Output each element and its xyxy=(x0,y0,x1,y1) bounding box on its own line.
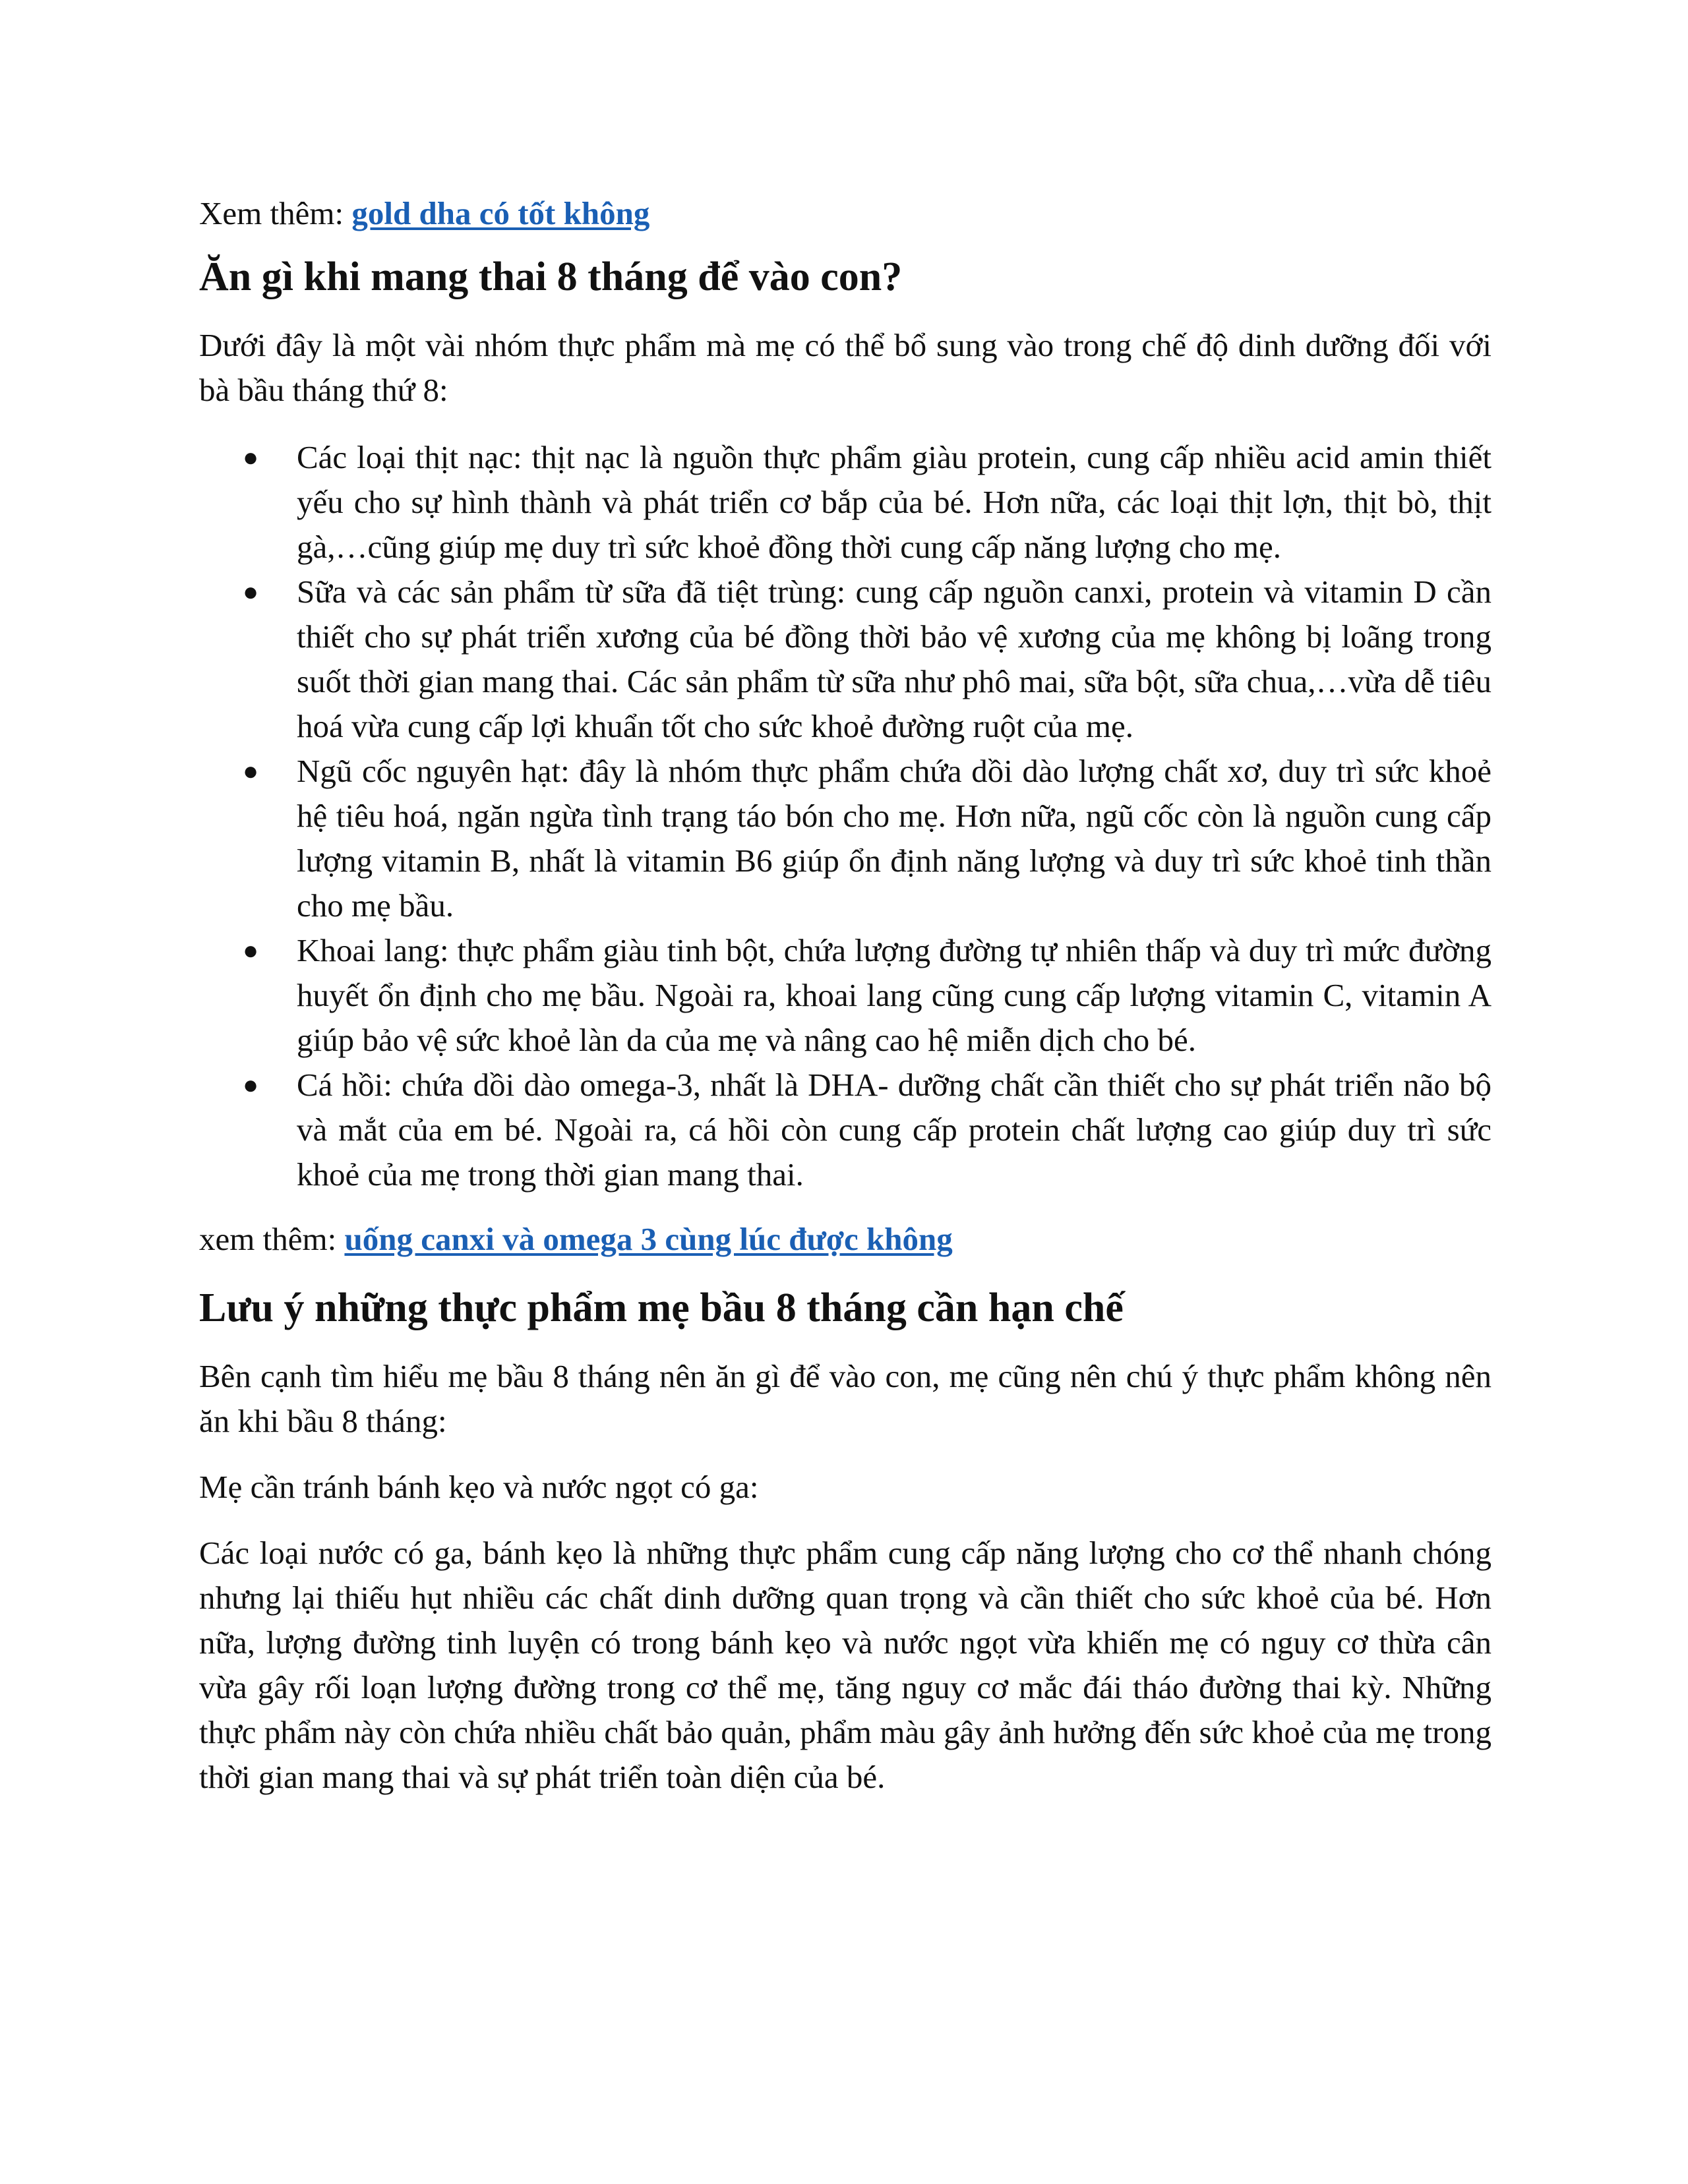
bullet-icon: ● xyxy=(243,442,259,472)
section-1-heading: Ăn gì khi mang thai 8 tháng để vào con? xyxy=(199,254,903,299)
see-more-2-link[interactable]: uống canxi và omega 3 cùng lúc được không xyxy=(344,1221,953,1257)
see-more-1 xyxy=(199,191,1492,236)
bullet-icon: ● xyxy=(243,935,259,965)
list-item xyxy=(243,435,1492,570)
list-item-text: Cá hồi: chứa dồi dào omega-3, nhất là DHA- dưỡng chất cần thiết cho sự phát triển não bộ và mắt của em bé. Ngoài ra, cá hồi còn cung cấp protein chất lượng cao giúp duy trì sức khoẻ của mẹ trong thời gian mang thai. xyxy=(297,1067,1492,1193)
section-2-subheading: Mẹ cần tránh bánh kẹo và nước ngọt có ga: xyxy=(199,1469,759,1505)
list-item xyxy=(243,749,1492,928)
section-1-intro: Dưới đây là một vài nhóm thực phẩm mà mẹ có thể bổ sung vào trong chế độ dinh dưỡng đối với bà bầu tháng thứ 8: xyxy=(199,327,1492,408)
bullet-icon: ● xyxy=(243,1070,259,1100)
section-2-intro: Bên cạnh tìm hiểu mẹ bầu 8 tháng nên ăn gì để vào con, mẹ cũng nên chú ý thực phẩm không nên ăn khi bầu 8 tháng: xyxy=(199,1358,1492,1439)
food-list xyxy=(199,435,1492,1197)
list-item xyxy=(243,1063,1492,1197)
see-more-1-link[interactable]: gold dha có tốt không xyxy=(351,195,650,231)
see-more-1-prefix: Xem thêm: xyxy=(199,195,352,231)
section-2-body: Các loại nước có ga, bánh kẹo là những thực phẩm cung cấp năng lượng cho cơ thể nhanh chóng nhưng lại thiếu hụt nhiều các chất dinh dưỡng quan trọng và cần thiết cho sức khoẻ của bé. Hơn nữa, lượng đường tinh luyện có trong bánh kẹo và nước ngọt vừa khiến mẹ có nguy cơ thừa cân vừa gây rối loạn lượng đường trong cơ thể mẹ, tăng nguy cơ mắc đái tháo đường thai kỳ. Những thực phẩm này còn chứa nhiều chất bảo quản, phẩm màu gây ảnh hưởng đến sức khoẻ của mẹ trong thời gian mang thai và sự phát triển toàn diện của bé. xyxy=(199,1535,1492,1795)
see-more-2 xyxy=(199,1217,1492,1262)
list-item-text: Khoai lang: thực phẩm giàu tinh bột, chứa lượng đường tự nhiên thấp và duy trì mức đường huyết ổn định cho mẹ bầu. Ngoài ra, khoai lang cũng cung cấp lượng vitamin C, vitamin A giúp bảo vệ sức khoẻ làn da của mẹ và nâng cao hệ miễn dịch cho bé. xyxy=(297,932,1492,1058)
bullet-icon: ● xyxy=(243,577,259,606)
see-more-2-prefix: xem thêm: xyxy=(199,1221,345,1257)
list-item-text: Sữa và các sản phẩm từ sữa đã tiệt trùng: cung cấp nguồn canxi, protein và vitamin D cần thiết cho sự phát triển xương của bé đồng thời bảo vệ xương của mẹ không bị loãng trong suốt thời gian mang thai. Các sản phẩm từ sữa như phô mai, sữa bột, sữa chua,…vừa dễ tiêu hoá vừa cung cấp lợi khuẩn tốt cho sức khoẻ đường ruột của mẹ. xyxy=(297,574,1492,744)
list-item xyxy=(243,928,1492,1063)
list-item xyxy=(243,570,1492,749)
list-item-text: Các loại thịt nạc: thịt nạc là nguồn thực phẩm giàu protein, cung cấp nhiều acid amin thiết yếu cho sự hình thành và phát triển cơ bắp của bé. Hơn nữa, các loại thịt lợn, thịt bò, thịt gà,…cũng giúp mẹ duy trì sức khoẻ đồng thời cung cấp năng lượng cho mẹ. xyxy=(297,439,1492,565)
bullet-icon: ● xyxy=(243,756,259,786)
section-2-heading: Lưu ý những thực phẩm mẹ bầu 8 tháng cần hạn chế xyxy=(199,1285,1124,1330)
document-page xyxy=(199,191,1492,1800)
list-item-text: Ngũ cốc nguyên hạt: đây là nhóm thực phẩm chứa dồi dào lượng chất xơ, duy trì sức khoẻ hệ tiêu hoá, ngăn ngừa tình trạng táo bón cho mẹ. Hơn nữa, ngũ cốc còn là nguồn cung cấp lượng vitamin B, nhất là vitamin B6 giúp ổn định năng lượng và duy trì sức khoẻ tinh thần cho mẹ bầu. xyxy=(297,753,1492,924)
